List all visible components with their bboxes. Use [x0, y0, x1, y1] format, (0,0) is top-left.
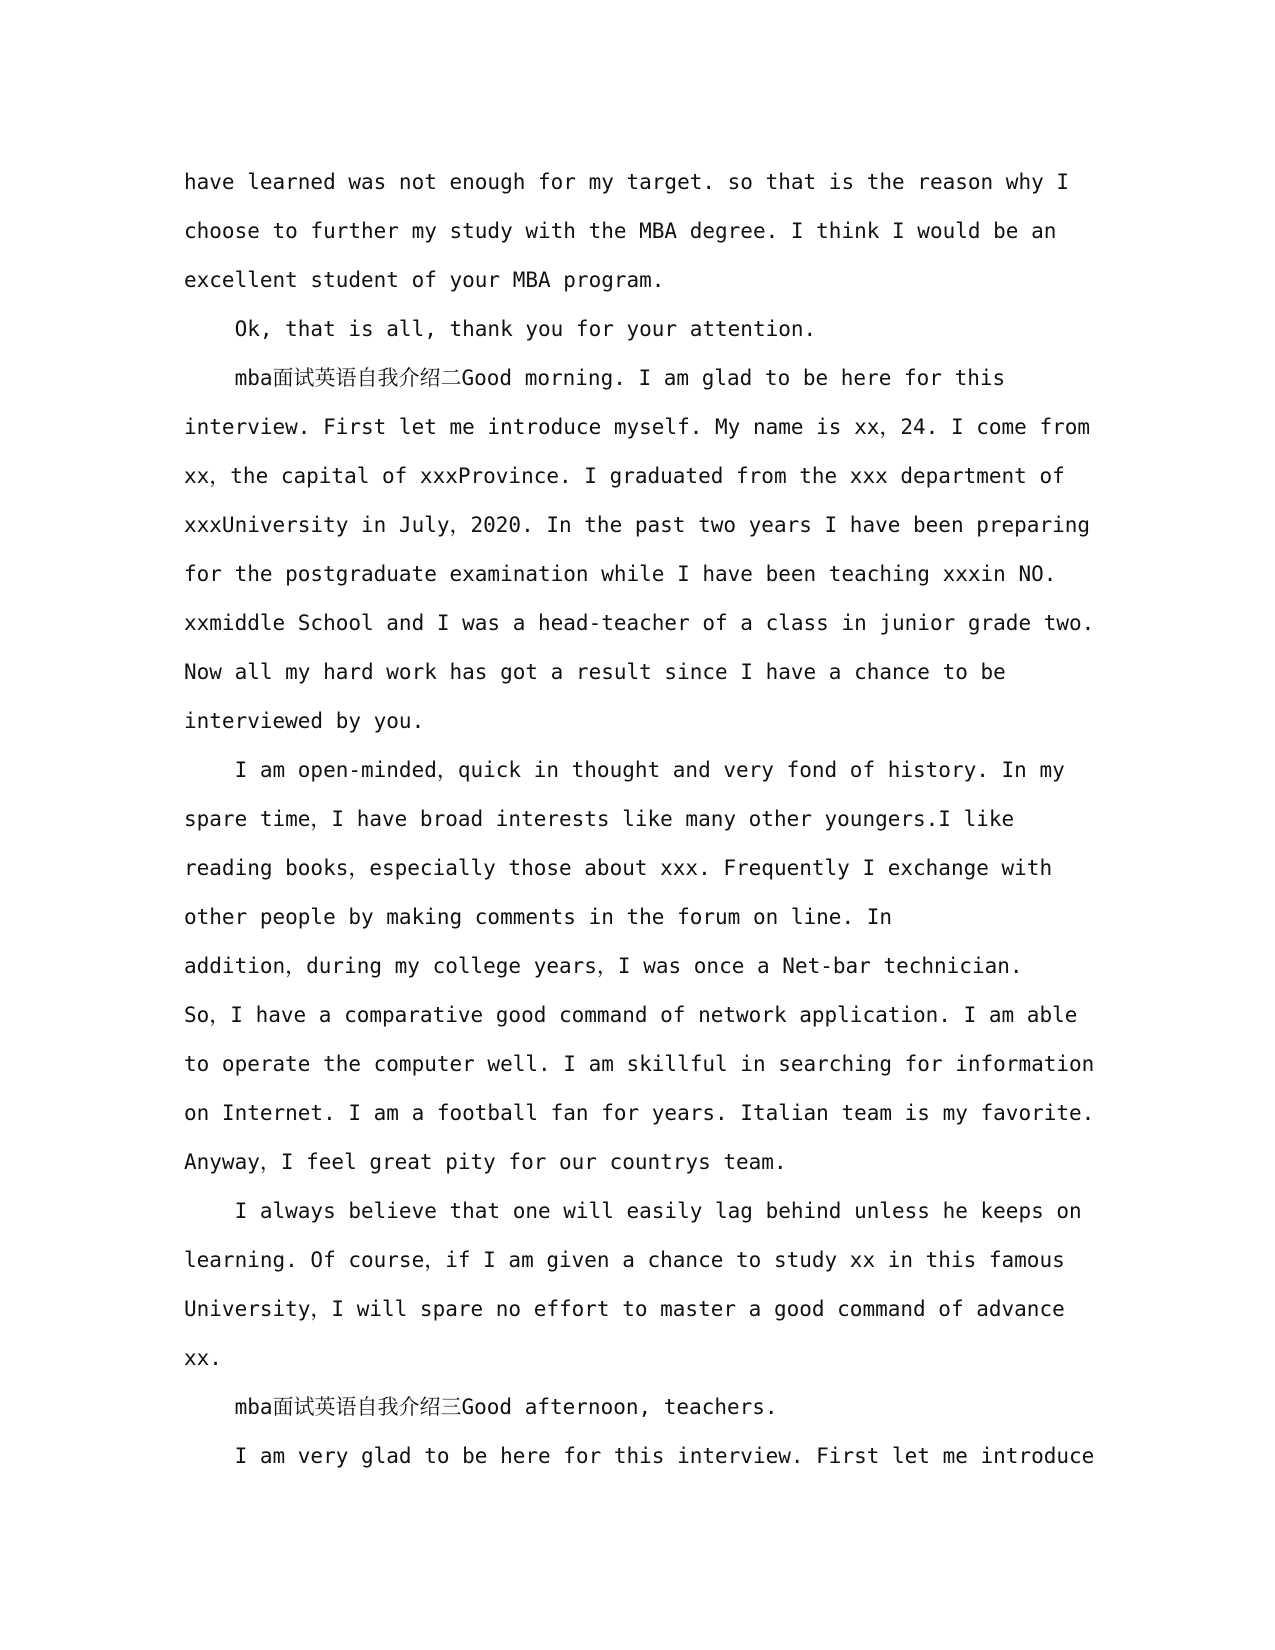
text-line: xx. — [184, 1346, 222, 1370]
text-line: addition，during my college years，I was once a Net-bar technician. — [184, 954, 1023, 978]
text-line: xxxUniversity in July，2020. In the past two years I have been preparing — [184, 513, 1091, 537]
text-line: Now all my hard work has got a result since I have a chance to be — [184, 660, 1006, 684]
text-line: on Internet. I am a football fan for years. Italian team is my favorite. — [184, 1101, 1095, 1125]
text-line: xxmiddle School and I was a head-teacher of a class in junior grade two. — [184, 611, 1095, 635]
text-line: excellent student of your MBA program. — [184, 268, 665, 292]
text-line: Anyway，I feel great pity for our countrys team. — [184, 1150, 787, 1174]
text-line: to operate the computer well. I am skillful in searching for information — [184, 1052, 1095, 1076]
text-line: xx，the capital of xxxProvince. I graduated from the xxx department of — [184, 464, 1065, 488]
text-line: I am open-minded，quick in thought and very fond of history. In my — [184, 758, 1065, 782]
text-line: spare time，I have broad interests like many other youngers.I like — [184, 807, 1015, 831]
text-line: learning. Of course，if I am given a chance to study xx in this famous — [184, 1248, 1065, 1272]
document-body — [184, 158, 1094, 1481]
text-line: Ok, that is all, thank you for your attention. — [184, 317, 817, 341]
text-line: I am very glad to be here for this interview. First let me introduce — [184, 1444, 1095, 1468]
text-line: University，I will spare no effort to master a good command of advance — [184, 1297, 1065, 1321]
text-line: reading books，especially those about xxx. Frequently I exchange with — [184, 856, 1053, 880]
text-line: have learned was not enough for my target. so that is the reason why I — [184, 170, 1070, 194]
text-line: choose to further my study with the MBA degree. I think I would be an — [184, 219, 1057, 243]
text-line: interview. First let me introduce myself. My name is xx，24. I come from — [184, 415, 1091, 439]
text-line: for the postgraduate examination while I have been teaching xxxin NO. — [184, 562, 1057, 586]
text-line: So，I have a comparative good command of network application. I am able — [184, 1003, 1078, 1027]
text-line: interviewed by you. — [184, 709, 425, 733]
section-heading-line: mba面试英语自我介绍三Good afternoon, teachers. — [184, 1395, 778, 1419]
section-heading-line: mba面试英语自我介绍二Good morning. I am glad to be here for this — [184, 366, 1006, 390]
text-line: I always believe that one will easily lag behind unless he keeps on — [184, 1199, 1082, 1223]
text-line: other people by making comments in the forum on line. In — [184, 905, 893, 929]
